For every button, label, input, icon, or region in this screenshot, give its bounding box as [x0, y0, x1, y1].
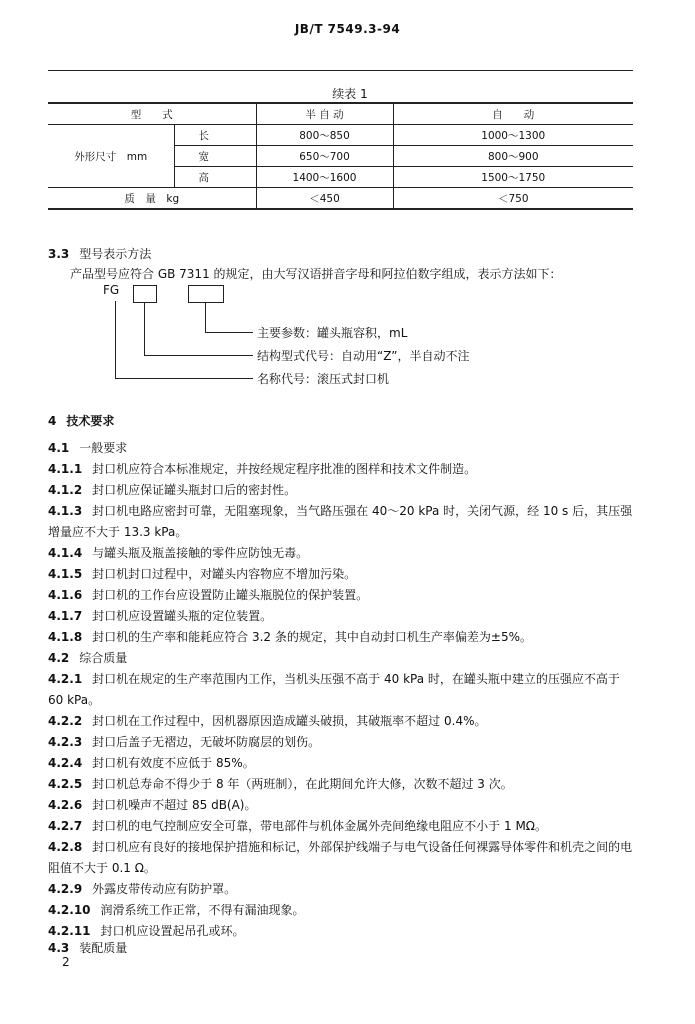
item-4-2-8	[48, 837, 638, 879]
clause-text: 封口机的电气控制应安全可靠，带电部件与机体金属外壳间绝缘电阻应不小于 1 MΩ。	[92, 819, 547, 833]
clause-text: 封口机应设置起吊孔或环。	[100, 924, 245, 938]
parameter-box	[188, 285, 224, 303]
item-4-2-9	[48, 879, 638, 900]
connector-line	[115, 301, 116, 379]
clause-number: 4.2.6	[48, 798, 83, 812]
clause-number: 4.2.7	[48, 819, 83, 833]
clause-number: 4.1.4	[48, 546, 83, 560]
page-number: 2	[62, 955, 70, 969]
clause-number: 4.2.9	[48, 882, 83, 896]
clause-number: 4.1	[48, 441, 70, 455]
table-cell: 1400～1600	[256, 167, 393, 188]
diagram-label: 名称代号：滚压式封口机	[257, 372, 390, 386]
table-cell: 1000～1300	[393, 125, 633, 146]
section-title: 技术要求	[66, 414, 115, 428]
connector-line	[115, 378, 253, 379]
clause-number: 4.2.4	[48, 756, 83, 770]
item-4-2-10	[48, 900, 638, 921]
clause-number: 4.2.5	[48, 777, 83, 791]
clause-text: 封口后盖子无褶边，无破坏防腐层的划伤。	[92, 735, 321, 749]
clause-text: 封口机应有良好的接地保护措施和标记，外部保护线端子与电气设备任何裸露导体零件和机壳之间的电阻值不大于 0.1 Ω。	[48, 840, 633, 875]
clause-number: 4.1.3	[48, 504, 83, 518]
table-header-row	[48, 103, 633, 125]
section-number: 3.3	[48, 247, 70, 261]
clause-number: 4.1.8	[48, 630, 83, 644]
item-4-1-8	[48, 627, 638, 648]
table-cell: 800～900	[393, 146, 633, 167]
clause-text: 封口机的工作台应设置防止罐头瓶脱位的保护装置。	[92, 588, 369, 602]
section-3-3-text: 产品型号应符合 GB 7311 的规定，由大写汉语拼音字母和阿拉伯数字组成，表示方法如下：	[70, 267, 562, 281]
diagram-label: 结构型式代号：自动用“Z”，半自动不注	[257, 349, 470, 363]
item-4-1-4	[48, 543, 638, 564]
table-header-cell: 自 动	[393, 103, 633, 125]
item-4-2-1	[48, 669, 638, 711]
item-4-1-5	[48, 564, 638, 585]
clause-number: 4.1.5	[48, 567, 83, 581]
table-cell: ＜750	[393, 188, 633, 210]
connector-line	[144, 303, 145, 356]
section-4-heading	[48, 412, 114, 429]
connector-line	[205, 303, 206, 333]
clause-text: 综合质量	[79, 651, 128, 665]
table-caption: 续表 1	[332, 87, 368, 101]
clause-text: 封口机电路应密封可靠，无阻塞现象，当气路压强在 40～20 kPa 时，关闭气源，经 10 s 后，其压强增量应不大于 13.3 kPa。	[48, 504, 633, 539]
clause-number: 4.1.7	[48, 609, 83, 623]
structure-code-box	[133, 285, 157, 303]
table-header-cell: 半 自 动	[256, 103, 393, 125]
header-rule	[48, 70, 633, 71]
clause-text: 封口机的生产率和能耗应符合 3.2 条的规定，其中自动封口机生产率偏差为±5%。	[92, 630, 532, 644]
clause-text: 封口机在规定的生产率范围内工作，当机头压强不高于 40 kPa 时，在罐头瓶中建立的压强应不高于 60 kPa。	[48, 672, 620, 707]
clause-number: 4.2.8	[48, 840, 83, 854]
item-4-2-3	[48, 732, 638, 753]
item-4-2-7	[48, 816, 638, 837]
section-3-3-heading	[48, 245, 151, 262]
connector-line	[144, 355, 253, 356]
table-cell: ＜450	[256, 188, 393, 210]
item-4-1	[48, 438, 638, 459]
clause-number: 4.2.11	[48, 924, 91, 938]
clause-number: 4.1.2	[48, 483, 83, 497]
section-title: 型号表示方法	[79, 247, 152, 261]
table-cell: 长	[174, 125, 256, 146]
clause-number: 4.1.6	[48, 588, 83, 602]
item-4-1-7	[48, 606, 638, 627]
item-4-2-6	[48, 795, 638, 816]
table-cell: 宽	[174, 146, 256, 167]
item-4-1-3	[48, 501, 638, 543]
table-row	[48, 188, 633, 210]
clause-text: 封口机封口过程中，对罐头内容物应不增加污染。	[92, 567, 357, 581]
item-4-2-2	[48, 711, 638, 732]
item-4-2	[48, 648, 638, 669]
item-4-2-5	[48, 774, 638, 795]
section-number: 4	[48, 414, 57, 428]
item-4-3	[48, 938, 638, 959]
model-code-diagram	[95, 283, 615, 393]
page-header: JB/T 7549.3-94	[294, 22, 401, 36]
clause-text: 一般要求	[79, 441, 128, 455]
clause-text: 封口机有效度不应低于 85%。	[92, 756, 255, 770]
item-4-1-2	[48, 480, 638, 501]
table-cell: 1500～1750	[393, 167, 633, 188]
table-header-cell: 型 式	[48, 103, 256, 125]
item-4-1-1	[48, 459, 638, 480]
clause-text: 封口机噪声不超过 85 dB(A)。	[92, 798, 257, 812]
clause-number: 4.3	[48, 941, 70, 955]
clause-text: 外露皮带传动应有防护罩。	[92, 882, 237, 896]
clause-number: 4.1.1	[48, 462, 83, 476]
table-row	[48, 125, 633, 146]
clause-number: 4.2.10	[48, 903, 91, 917]
table-cell: 800～850	[256, 125, 393, 146]
diagram-label: 主要参数：罐头瓶容积，mL	[257, 326, 408, 340]
dimensions-table	[48, 102, 633, 210]
clause-text: 封口机在工作过程中，因机器原因造成罐头破损，其破瓶率不超过 0.4%。	[92, 714, 487, 728]
connector-line	[205, 332, 253, 333]
clause-text: 润滑系统工作正常，不得有漏油现象。	[100, 903, 305, 917]
clause-text: 封口机应设置罐头瓶的定位装置。	[92, 609, 273, 623]
clause-number: 4.2	[48, 651, 70, 665]
table-cell: 质 量 kg	[48, 188, 256, 210]
table-cell: 高	[174, 167, 256, 188]
table-cell: 650～700	[256, 146, 393, 167]
clause-number: 4.2.3	[48, 735, 83, 749]
clause-number: 4.2.2	[48, 714, 83, 728]
item-4-1-6	[48, 585, 638, 606]
clause-text: 封口机总寿命不得少于 8 年（两班制），在此期间允许大修，次数不超过 3 次。	[92, 777, 513, 791]
clause-text: 与罐头瓶及瓶盖接触的零件应防蚀无毒。	[92, 546, 309, 560]
model-prefix: FG	[103, 283, 120, 297]
group-label-cell: 外形尺寸 mm	[48, 125, 174, 188]
clause-text: 封口机应符合本标准规定，并按经规定程序批准的图样和技术文件制造。	[92, 462, 477, 476]
item-4-2-4	[48, 753, 638, 774]
clause-number: 4.2.1	[48, 672, 83, 686]
clause-text: 封口机应保证罐头瓶封口后的密封性。	[92, 483, 297, 497]
clause-text: 装配质量	[79, 941, 128, 955]
